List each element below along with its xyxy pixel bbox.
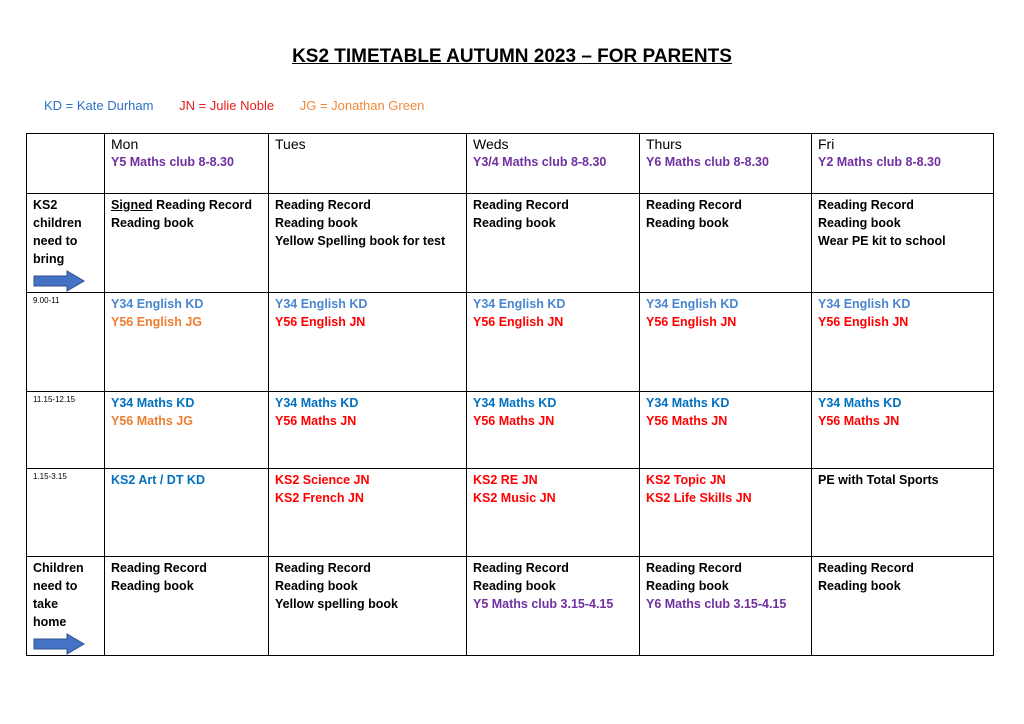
home-item: Reading Record (473, 561, 569, 575)
bring-item: Reading book (275, 216, 358, 230)
maths-time-cell (27, 392, 105, 469)
lesson: Y34 Maths KD (473, 396, 557, 410)
lesson: Y56 English JG (111, 315, 203, 329)
bring-item: Reading book (818, 216, 901, 230)
lesson: Y34 Maths KD (275, 396, 359, 410)
lesson: Y56 Maths JN (818, 414, 900, 428)
arrow-right-icon (33, 633, 85, 655)
home-item: Reading book (111, 579, 194, 593)
row-label-line: take (33, 597, 59, 611)
lesson: Y56 English JN (646, 315, 737, 329)
row-label-line: need to (33, 579, 78, 593)
header-weds (467, 134, 640, 194)
page-title: KS2 TIMETABLE AUTUMN 2023 – FOR PARENTS (292, 46, 732, 67)
lesson: Y34 English KD (275, 297, 368, 311)
row-label-line: children (33, 216, 82, 230)
maths-thurs (640, 392, 812, 469)
home-item: Reading book (818, 579, 901, 593)
lesson: KS2 French JN (275, 491, 364, 505)
day-label: Fri (818, 136, 835, 152)
home-weds (467, 557, 640, 656)
row-label-line: Children (33, 561, 84, 575)
lesson: Y34 English KD (111, 297, 204, 311)
legend-kd: KD = Kate Durham (44, 98, 154, 113)
english-fri (812, 293, 994, 392)
home-thurs (640, 557, 812, 656)
maths-weds (467, 392, 640, 469)
home-fri (812, 557, 994, 656)
lesson: Y56 Maths JN (646, 414, 728, 428)
teacher-legend (44, 98, 424, 113)
english-thurs (640, 293, 812, 392)
timetable (26, 133, 994, 656)
bring-tues (269, 194, 467, 293)
home-item: Reading Record (275, 561, 371, 575)
lesson: KS2 RE JN (473, 473, 538, 487)
lesson: Y56 English JN (275, 315, 366, 329)
after-school-club: Y6 Maths club 3.15-4.15 (646, 597, 787, 611)
day-label: Thurs (646, 136, 682, 152)
bring-item: Reading Record (818, 198, 914, 212)
bring-item: Reading Record (473, 198, 569, 212)
bring-thurs (640, 194, 812, 293)
header-row (27, 134, 994, 194)
afternoon-thurs (640, 469, 812, 557)
signed-emphasis: Signed (111, 198, 153, 212)
bring-item-text: Reading Record (152, 198, 252, 212)
lesson: Y56 English JN (818, 315, 909, 329)
legend-jg: JG = Jonathan Green (299, 98, 425, 113)
lesson: PE with Total Sports (818, 473, 939, 487)
lesson: KS2 Art / DT KD (111, 473, 205, 487)
afternoon-weds (467, 469, 640, 557)
bring-item: Reading book (646, 216, 729, 230)
english-tues (269, 293, 467, 392)
bring-mon (105, 194, 269, 293)
maths-row (27, 392, 994, 469)
lesson: Y34 Maths KD (646, 396, 730, 410)
bring-item (111, 196, 262, 214)
bring-item: Wear PE kit to school (818, 234, 946, 248)
header-thurs (640, 134, 812, 194)
home-label-cell (27, 557, 105, 656)
afternoon-tues (269, 469, 467, 557)
lesson: Y34 English KD (646, 297, 739, 311)
lesson: KS2 Science JN (275, 473, 370, 487)
lesson: Y56 Maths JG (111, 414, 193, 428)
home-item: Reading Record (646, 561, 742, 575)
day-label: Mon (111, 136, 139, 152)
header-mon (105, 134, 269, 194)
lesson: Y56 English JN (473, 315, 564, 329)
afternoon-mon (105, 469, 269, 557)
afternoon-time-cell (27, 469, 105, 557)
home-item: Reading book (646, 579, 729, 593)
row-label-line: KS2 (33, 198, 58, 212)
home-mon (105, 557, 269, 656)
maths-tues (269, 392, 467, 469)
arrow-right-icon (33, 270, 85, 292)
home-item: Reading Record (111, 561, 207, 575)
english-row (27, 293, 994, 392)
home-item: Reading Record (818, 561, 914, 575)
afternoon-row (27, 469, 994, 557)
home-tues (269, 557, 467, 656)
time-slot: 11.15-12.15 (33, 395, 76, 404)
morning-club: Y3/4 Maths club 8-8.30 (473, 155, 607, 169)
home-item: Reading book (473, 579, 556, 593)
maths-fri (812, 392, 994, 469)
row-label-line: need to (33, 234, 78, 248)
lesson: KS2 Music JN (473, 491, 556, 505)
maths-mon (105, 392, 269, 469)
day-label: Weds (473, 136, 509, 152)
bring-weds (467, 194, 640, 293)
morning-club: Y6 Maths club 8-8.30 (646, 155, 769, 169)
legend-jn: JN = Julie Noble (179, 98, 275, 113)
lesson: Y34 Maths KD (818, 396, 902, 410)
after-school-club: Y5 Maths club 3.15-4.15 (473, 597, 614, 611)
home-item: Reading book (275, 579, 358, 593)
bring-label-cell (27, 194, 105, 293)
time-slot: 9.00-11 (33, 296, 60, 305)
lesson: KS2 Topic JN (646, 473, 726, 487)
lesson: Y34 English KD (818, 297, 911, 311)
home-row (27, 557, 994, 656)
english-time-cell (27, 293, 105, 392)
lesson: Y34 English KD (473, 297, 566, 311)
home-item: Yellow spelling book (275, 597, 398, 611)
lesson: Y56 Maths JN (275, 414, 357, 428)
bring-item: Yellow Spelling book for test (275, 234, 446, 248)
header-tues (269, 134, 467, 194)
morning-club: Y5 Maths club 8-8.30 (111, 155, 234, 169)
lesson: KS2 Life Skills JN (646, 491, 752, 505)
time-slot: 1.15-3.15 (33, 472, 67, 481)
header-fri (812, 134, 994, 194)
row-label-line: bring (33, 252, 65, 266)
bring-item: Reading Record (275, 198, 371, 212)
day-label: Tues (275, 136, 306, 152)
english-mon (105, 293, 269, 392)
row-label-line: home (33, 615, 67, 629)
bring-item: Reading book (111, 216, 194, 230)
corner-cell (27, 134, 105, 194)
morning-club: Y2 Maths club 8-8.30 (818, 155, 941, 169)
bring-fri (812, 194, 994, 293)
bring-item: Reading Record (646, 198, 742, 212)
lesson: Y34 Maths KD (111, 396, 195, 410)
bring-row (27, 194, 994, 293)
lesson: Y56 Maths JN (473, 414, 555, 428)
bring-item: Reading book (473, 216, 556, 230)
afternoon-fri (812, 469, 994, 557)
english-weds (467, 293, 640, 392)
